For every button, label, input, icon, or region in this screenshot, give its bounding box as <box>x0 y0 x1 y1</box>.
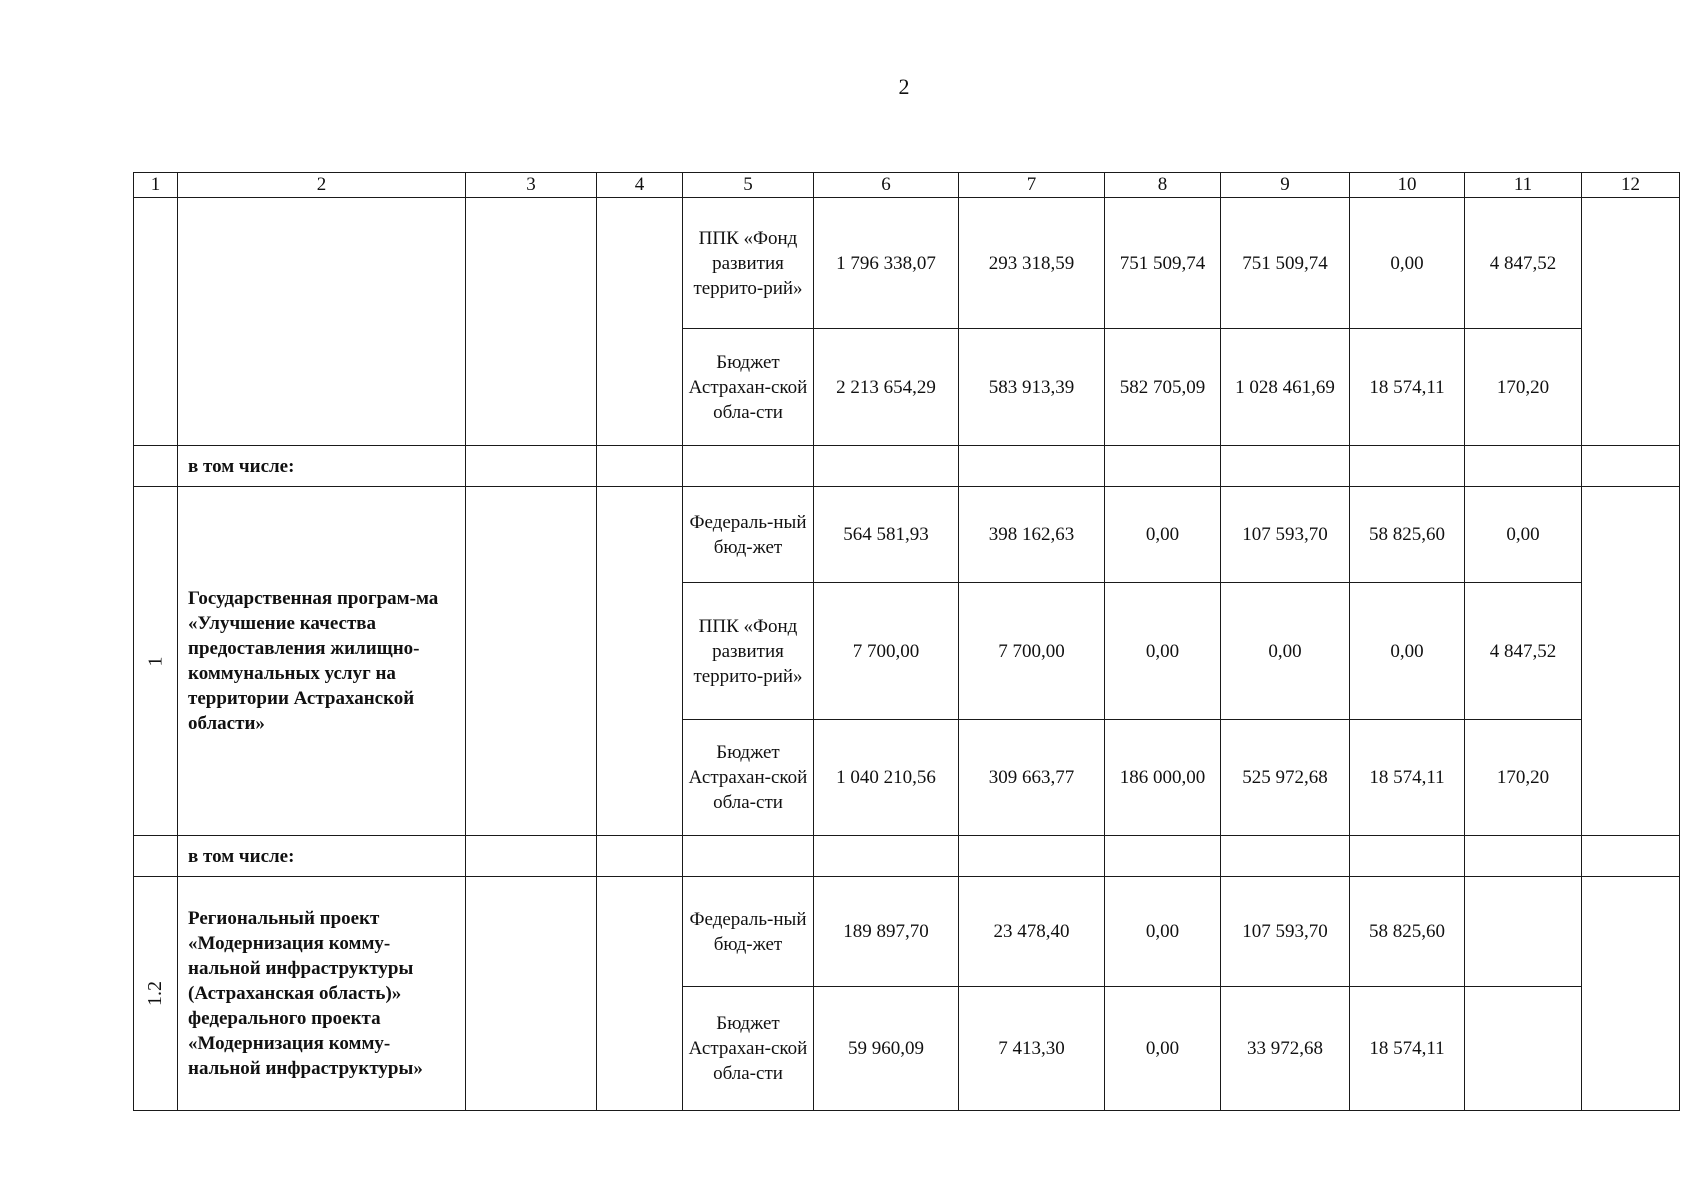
row-number: 1.2 <box>144 981 166 1006</box>
table-cell <box>1105 836 1221 877</box>
amount-cell: 564 581,93 <box>814 487 959 583</box>
table-cell <box>1582 487 1680 836</box>
table-cell <box>597 836 683 877</box>
table-cell <box>597 446 683 487</box>
program-description: Государственная програм-ма «Улучшение качества предоставления жилищно-коммунальных услуг на территории Астраханской области» <box>178 487 466 836</box>
table-cell <box>466 877 597 1111</box>
amount-cell: 18 574,11 <box>1350 987 1465 1111</box>
row-number: 1 <box>144 656 166 666</box>
amount-cell: 0,00 <box>1105 487 1221 583</box>
description-cell <box>178 198 466 446</box>
column-header: 10 <box>1350 173 1465 198</box>
page-number: 2 <box>898 74 910 99</box>
amount-cell: 0,00 <box>1465 487 1582 583</box>
table-cell <box>597 198 683 446</box>
table-cell <box>814 446 959 487</box>
column-header: 7 <box>959 173 1105 198</box>
table-cell <box>1221 446 1350 487</box>
amount-cell: 0,00 <box>1350 198 1465 329</box>
amount-cell: 0,00 <box>1105 877 1221 987</box>
column-header: 5 <box>683 173 814 198</box>
amount-cell: 18 574,11 <box>1350 720 1465 836</box>
table-cell <box>1350 446 1465 487</box>
amount-cell: 751 509,74 <box>1105 198 1221 329</box>
funding-source: ППК «Фонд развития террито-рий» <box>683 583 814 720</box>
table-cell <box>1582 198 1680 446</box>
row-number-cell <box>134 198 178 446</box>
column-header: 11 <box>1465 173 1582 198</box>
amount-cell: 58 825,60 <box>1350 487 1465 583</box>
amount-cell <box>1465 987 1582 1111</box>
amount-cell: 186 000,00 <box>1105 720 1221 836</box>
amount-cell: 1 040 210,56 <box>814 720 959 836</box>
including-label: в том числе: <box>178 446 466 487</box>
amount-cell: 7 413,30 <box>959 987 1105 1111</box>
amount-cell: 0,00 <box>1350 583 1465 720</box>
column-header: 6 <box>814 173 959 198</box>
table-cell <box>134 836 178 877</box>
subheader-row <box>134 836 1680 877</box>
amount-cell: 33 972,68 <box>1221 987 1350 1111</box>
including-label: в том числе: <box>178 836 466 877</box>
funding-source: Федераль-ный бюд-жет <box>683 877 814 987</box>
row-number-cell <box>134 487 178 836</box>
row-number-cell <box>134 877 178 1111</box>
budget-table <box>133 172 1680 1111</box>
amount-cell: 107 593,70 <box>1221 877 1350 987</box>
table-row <box>134 487 1680 583</box>
amount-cell: 1 028 461,69 <box>1221 329 1350 446</box>
column-header: 8 <box>1105 173 1221 198</box>
table-cell <box>466 446 597 487</box>
column-header: 3 <box>466 173 597 198</box>
column-header: 9 <box>1221 173 1350 198</box>
amount-cell: 309 663,77 <box>959 720 1105 836</box>
amount-cell: 0,00 <box>1105 987 1221 1111</box>
amount-cell: 4 847,52 <box>1465 583 1582 720</box>
column-header: 12 <box>1582 173 1680 198</box>
table-cell <box>466 487 597 836</box>
table-cell <box>1582 877 1680 1111</box>
table-cell <box>1105 446 1221 487</box>
funding-source: Бюджет Астрахан-ской обла-сти <box>683 720 814 836</box>
column-header: 4 <box>597 173 683 198</box>
funding-source: Бюджет Астрахан-ской обла-сти <box>683 987 814 1111</box>
table-cell <box>1582 446 1680 487</box>
table-row <box>134 877 1680 987</box>
funding-source: ППК «Фонд развития террито-рий» <box>683 198 814 329</box>
amount-cell <box>1465 877 1582 987</box>
table-cell <box>959 836 1105 877</box>
amount-cell: 23 478,40 <box>959 877 1105 987</box>
table-cell <box>683 446 814 487</box>
amount-cell: 583 913,39 <box>959 329 1105 446</box>
table-cell <box>1350 836 1465 877</box>
table-cell <box>1465 446 1582 487</box>
amount-cell: 2 213 654,29 <box>814 329 959 446</box>
amount-cell: 170,20 <box>1465 329 1582 446</box>
funding-source: Бюджет Астрахан-ской обла-сти <box>683 329 814 446</box>
amount-cell: 18 574,11 <box>1350 329 1465 446</box>
amount-cell: 0,00 <box>1105 583 1221 720</box>
amount-cell: 398 162,63 <box>959 487 1105 583</box>
amount-cell: 525 972,68 <box>1221 720 1350 836</box>
table-cell <box>134 446 178 487</box>
amount-cell: 170,20 <box>1465 720 1582 836</box>
amount-cell: 1 796 338,07 <box>814 198 959 329</box>
column-header: 1 <box>134 173 178 198</box>
project-description: Региональный проект «Модернизация комму-нальной инфраструктуры (Астраханская область)» федерального проекта «Модернизация комму-нальной инфраструктуры» <box>178 877 466 1111</box>
table-cell <box>814 836 959 877</box>
amount-cell: 4 847,52 <box>1465 198 1582 329</box>
table-cell <box>1221 836 1350 877</box>
funding-source: Федераль-ный бюд-жет <box>683 487 814 583</box>
amount-cell: 7 700,00 <box>959 583 1105 720</box>
amount-cell: 107 593,70 <box>1221 487 1350 583</box>
amount-cell: 189 897,70 <box>814 877 959 987</box>
amount-cell: 293 318,59 <box>959 198 1105 329</box>
table-cell <box>959 446 1105 487</box>
amount-cell: 59 960,09 <box>814 987 959 1111</box>
table-row <box>134 198 1680 329</box>
table-cell <box>683 836 814 877</box>
table-cell <box>1582 836 1680 877</box>
table-cell <box>597 487 683 836</box>
column-number-row <box>134 173 1680 198</box>
table-cell <box>466 836 597 877</box>
amount-cell: 751 509,74 <box>1221 198 1350 329</box>
amount-cell: 7 700,00 <box>814 583 959 720</box>
amount-cell: 582 705,09 <box>1105 329 1221 446</box>
table-cell <box>466 198 597 446</box>
amount-cell: 0,00 <box>1221 583 1350 720</box>
table-cell <box>1465 836 1582 877</box>
subheader-row <box>134 446 1680 487</box>
table-cell <box>597 877 683 1111</box>
column-header: 2 <box>178 173 466 198</box>
amount-cell: 58 825,60 <box>1350 877 1465 987</box>
